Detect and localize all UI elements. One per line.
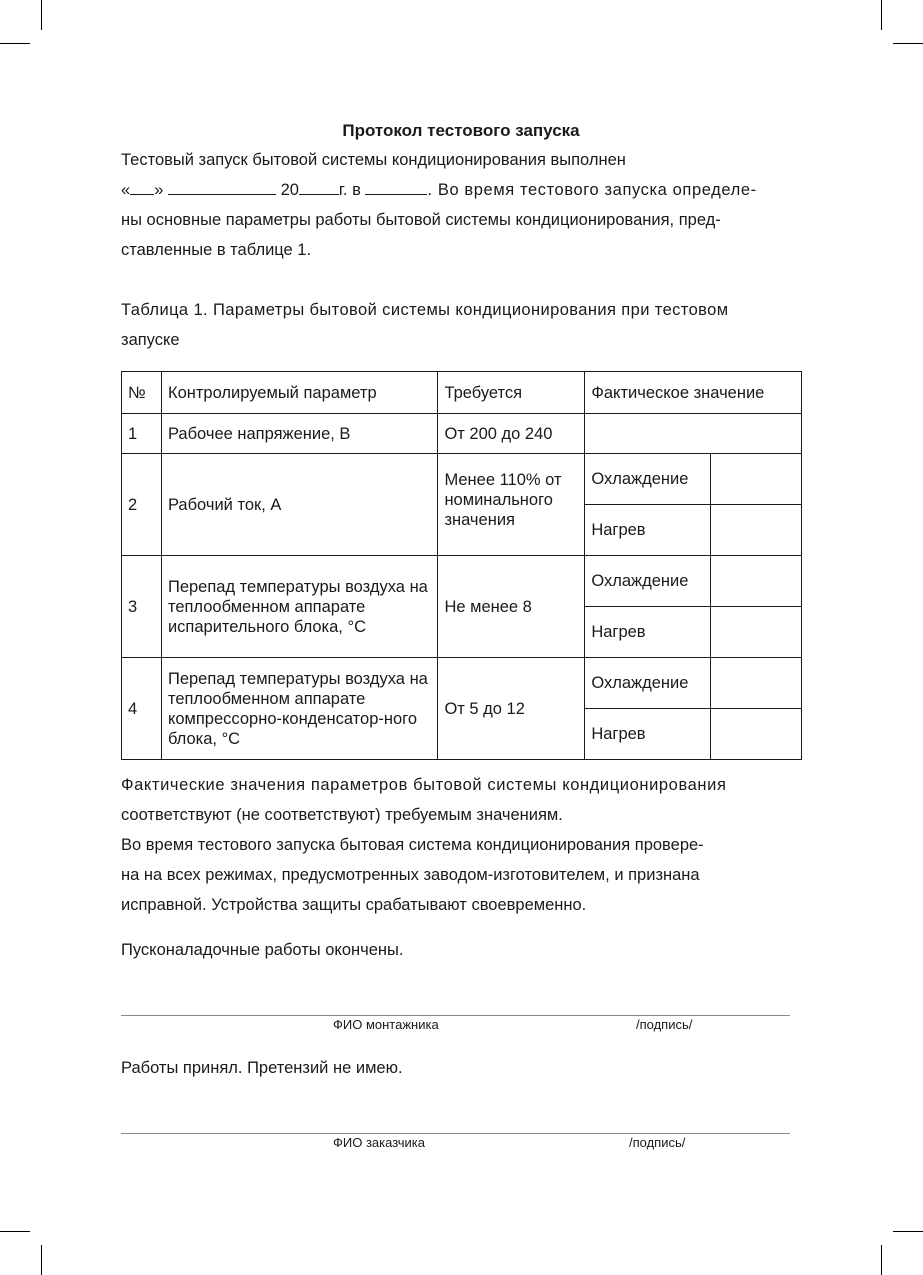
conclusion-line-1: Фактические значения параметров бытовой системы кондиционирования (121, 776, 727, 794)
table-caption-line-1: Таблица 1. Параметры бытовой системы кондиционирования при тестовом (121, 301, 729, 319)
crop-mark (893, 43, 923, 44)
row-param: Рабочий ток, А (161, 454, 437, 556)
intro-line-4: ставленные в таблице 1. (121, 241, 312, 259)
table-caption-line-2: запуске (121, 331, 180, 349)
intro-line-2: « » 20 г. в . Во время тестового запуска определе- (121, 181, 757, 199)
actual-value-cell (585, 414, 802, 454)
actual-value-cell (711, 607, 802, 658)
row-num: 2 (122, 454, 162, 556)
crop-mark (881, 0, 882, 30)
row-required: От 5 до 12 (438, 658, 585, 760)
actual-value-cell (711, 658, 802, 709)
row-param: Перепад температуры воздуха на теплообменном аппарате компрессорно-конденсатор-ного блока, °С (161, 658, 437, 760)
mode-heating: Нагрев (585, 505, 711, 556)
table-row (122, 658, 802, 709)
conclusion-line-2: соответствуют (не соответствуют) требуемым значениям. (121, 806, 563, 824)
accepted-text: Работы принял. Претензий не имею. (121, 1059, 403, 1077)
customer-signature-line (121, 1133, 790, 1134)
year-blank (299, 180, 339, 195)
table-header-row (122, 372, 802, 414)
crop-mark (41, 1245, 42, 1275)
crop-mark (881, 1245, 882, 1275)
conclusion-line-4: на на всех режимах, предусмотренных заводом-изготовителем, и признана (121, 866, 700, 884)
crop-mark (893, 1231, 923, 1232)
header-num: № (122, 372, 162, 414)
installer-sign-label: /подпись/ (636, 1017, 693, 1032)
header-actual: Фактическое значение (585, 372, 802, 414)
conclusion-line-3: Во время тестового запуска бытовая система кондиционирования провере- (121, 836, 704, 854)
row-param: Рабочее напряжение, В (161, 414, 437, 454)
row-required: От 200 до 240 (438, 414, 585, 454)
mode-cooling: Охлаждение (585, 658, 711, 709)
conclusion-line-5: исправной. Устройства защиты срабатывают своевременно. (121, 896, 587, 914)
row-required: Менее 110% от номинального значения (438, 454, 585, 556)
mode-cooling: Охлаждение (585, 556, 711, 607)
day-blank (130, 180, 154, 195)
row-param: Перепад температуры воздуха на теплообменном аппарате испарительного блока, °С (161, 556, 437, 658)
mode-heating: Нагрев (585, 607, 711, 658)
mode-heating: Нагрев (585, 709, 711, 760)
installer-signature-line (121, 1015, 790, 1016)
row-required: Не менее 8 (438, 556, 585, 658)
actual-value-cell (711, 709, 802, 760)
city-blank (365, 180, 427, 195)
table-row (122, 556, 802, 607)
actual-value-cell (711, 556, 802, 607)
table-row (122, 454, 802, 505)
mode-cooling: Охлаждение (585, 454, 711, 505)
row-num: 3 (122, 556, 162, 658)
installer-name-label: ФИО монтажника (333, 1017, 439, 1032)
page-title: Протокол тестового запуска (342, 121, 580, 140)
crop-mark (41, 0, 42, 30)
actual-value-cell (711, 505, 802, 556)
crop-mark (0, 1231, 30, 1232)
customer-name-label: ФИО заказчика (333, 1135, 425, 1150)
table-row (122, 414, 802, 454)
works-finished: Пусконаладочные работы окончены. (121, 941, 404, 959)
actual-value-cell (711, 454, 802, 505)
intro-line-3: ны основные параметры работы бытовой системы кондиционирования, пред- (121, 211, 721, 229)
row-num: 1 (122, 414, 162, 454)
crop-mark (0, 43, 30, 44)
intro-line-1: Тестовый запуск бытовой системы кондиционирования выполнен (121, 151, 626, 169)
header-param: Контролируемый параметр (161, 372, 437, 414)
header-required: Требуется (438, 372, 585, 414)
row-num: 4 (122, 658, 162, 760)
parameters-table (121, 371, 802, 760)
month-blank (168, 180, 276, 195)
customer-sign-label: /подпись/ (629, 1135, 686, 1150)
